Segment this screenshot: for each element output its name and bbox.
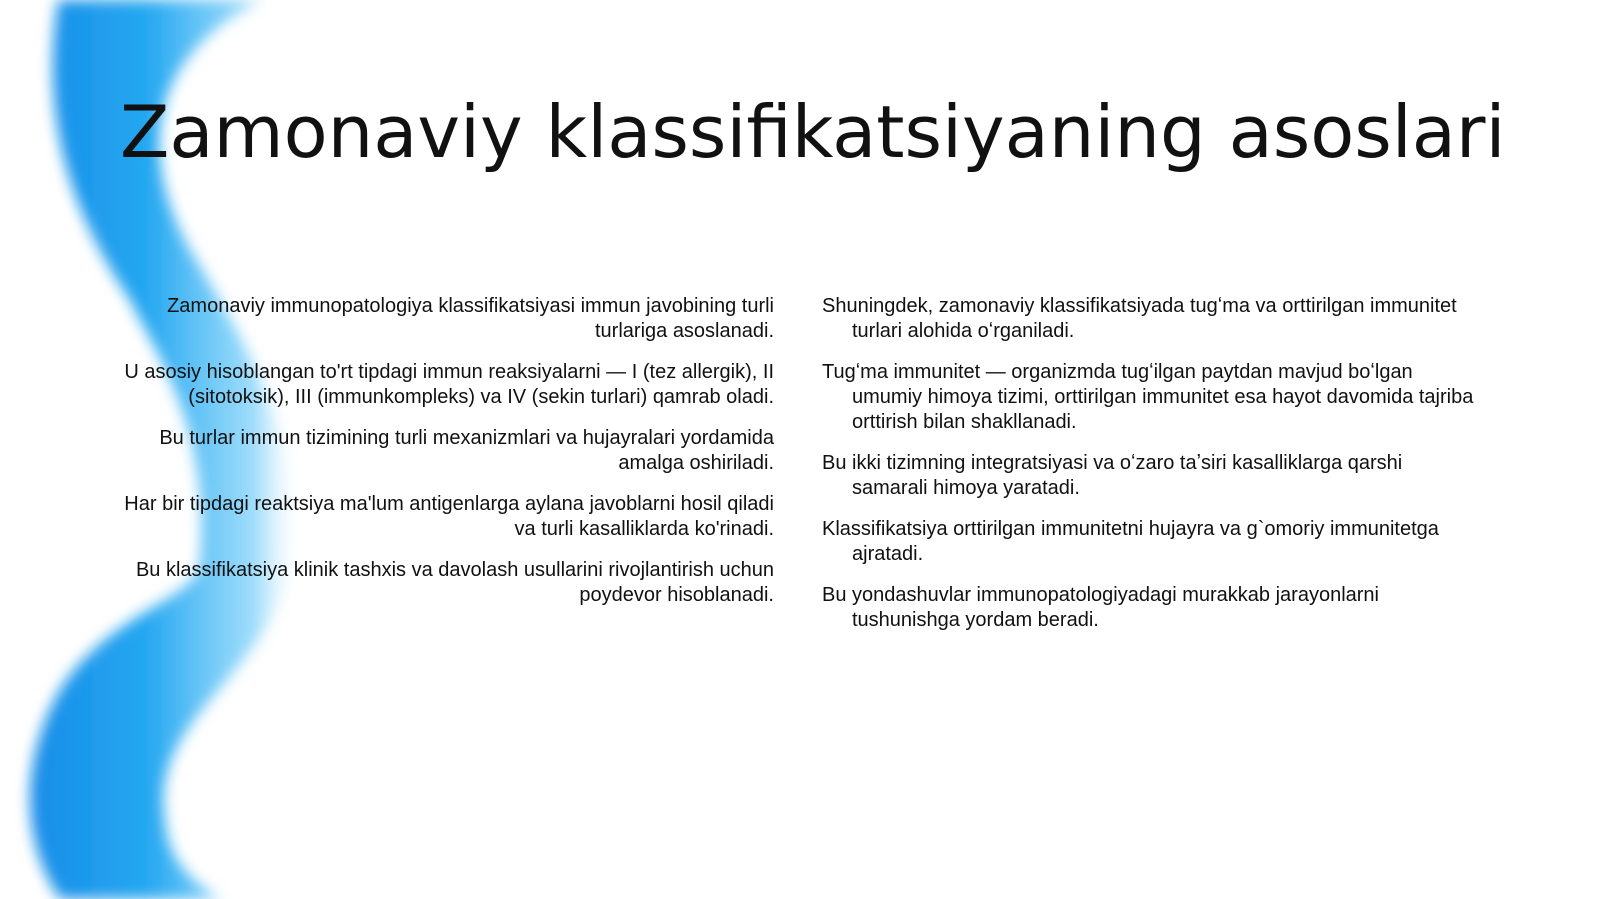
left-paragraph: Zamonaviy immunopatologiya klassifikatsiyasi immun javobining turli turlariga asoslanadi. <box>167 295 774 342</box>
right-paragraph: Bu yondashuvlar immunopatologiyadagi murakkab jarayonlarni tushunishga yordam beradi. <box>822 584 1379 631</box>
left-column <box>120 294 774 624</box>
right-paragraph: Klassifikatsiya orttirilgan immunitetni hujayra va g`omoriy immunitetga ajratadi. <box>822 518 1439 565</box>
left-paragraph: Bu turlar immun tizimining turli mexanizmlari va hujayralari yordamida amalga oshiriladi. <box>159 427 774 474</box>
right-paragraph: Tugʻma immunitet — organizmda tugʻilgan paytdan mavjud boʻlgan umumiy himoya tizimi, orttirilgan immunitet esa hayot davomida tajriba orttirish bilan shakllanadi. <box>822 361 1474 433</box>
right-paragraph: Shuningdek, zamonaviy klassifikatsiyada tugʻma va orttirilgan immunitet turlari alohida oʻrganiladi. <box>822 295 1457 342</box>
left-paragraph: Bu klassifikatsiya klinik tashxis va davolash usullarini rivojlantirish uchun poydevor hisoblanadi. <box>135 559 774 606</box>
slide-title: Zamonaviy klassifikatsiyaning asoslari <box>120 90 1506 174</box>
left-paragraph: U asosiy hisoblangan to'rt tipdagi immun reaksiyalarni — I (tez allergik), II (sitotoksik), III (immunkompleks) va IV (sekin turlari) qamrab oladi. <box>124 361 774 408</box>
left-paragraph: Har bir tipdagi reaktsiya ma'lum antigenlarga aylana javoblarni hosil qiladi va turli kasalliklarda ko'rinadi. <box>124 493 774 540</box>
right-column <box>822 294 1482 649</box>
right-paragraph: Bu ikki tizimning integratsiyasi va oʻzaro taʼsiri kasalliklarga qarshi samarali himoya yaratadi. <box>822 452 1403 499</box>
